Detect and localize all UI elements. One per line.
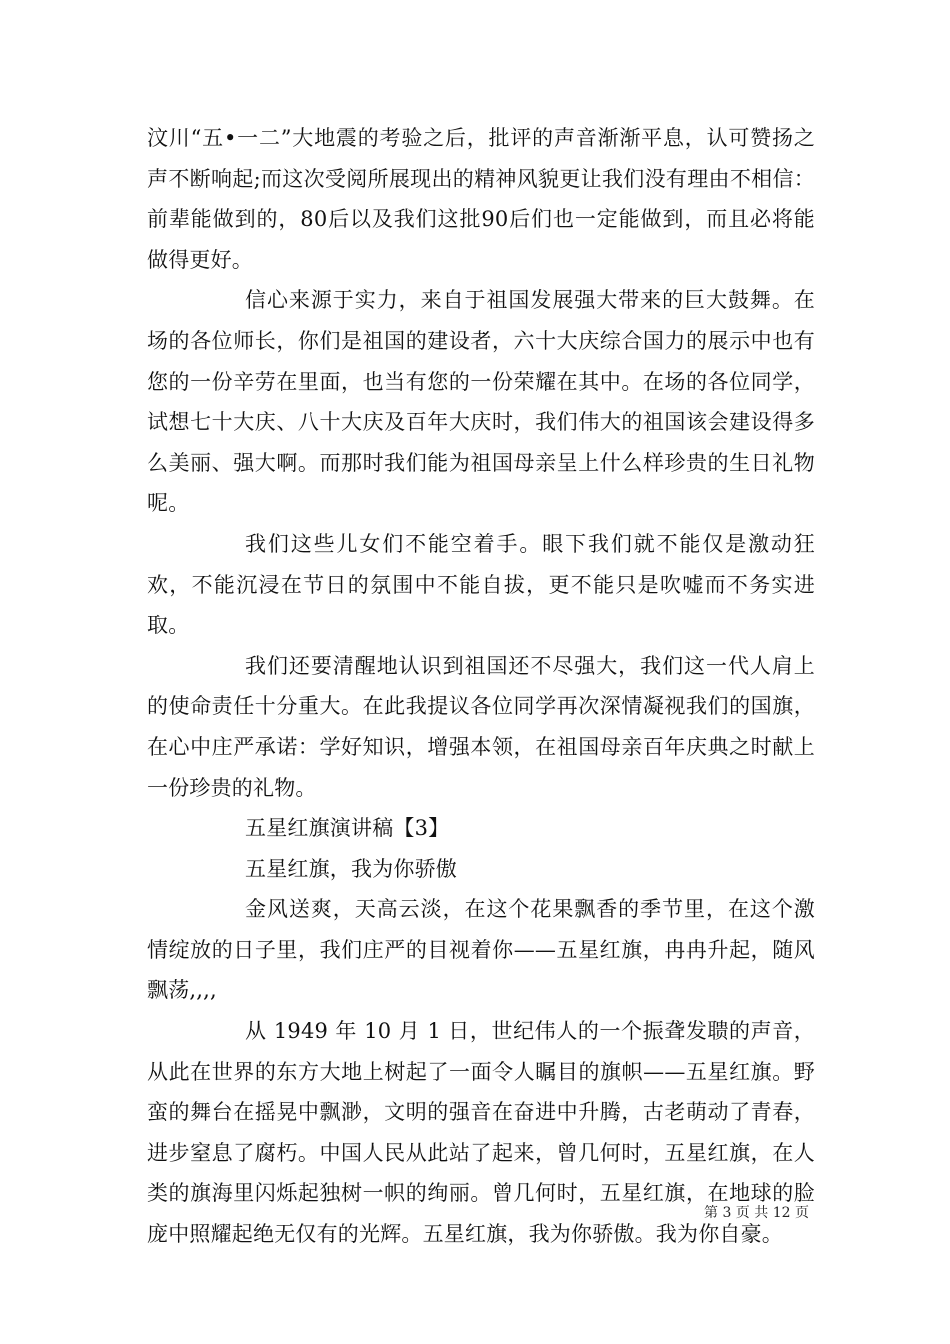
paragraph-confidence: 信心来源于实力，来自于祖国发展强大带来的巨大鼓舞。在场的各位师长，你们是祖国的建设者，六十大庆综合国力的展示中也有您的一份辛劳在里面，也当有您的一份荣耀在其中。在场的各位同学，试想七十大庆、八十大庆及百年大庆时，我们伟大的祖国该会建设得多么美丽、强大啊。而那时我们能为祖国母亲呈上什么样珍贵的生日礼物呢。	[147, 288, 815, 516]
paragraph-responsibility: 我们还要清醒地认识到祖国还不尽强大，我们这一代人肩上的使命责任十分重大。在此我提议各位同学再次深情凝视我们的国旗，在心中庄严承诺：学好知识，增强本领，在祖国母亲百年庆典之时献上一份珍贵的礼物。	[147, 653, 815, 800]
paragraph-history: 从 1949 年 10 月 1 日，世纪伟人的一个振聋发聩的声音，从此在世界的东方大地上树起了一面令人瞩目的旗帜——五星红旗。野蛮的舞台在摇晃中飘渺，文明的强音在奋进中升腾，古老萌动了青春，进步窒息了腐朽。中国人民从此站了起来，曾几何时，五星红旗，在人类的旗海里闪烁起独树一帜的绚丽。曾几何时，五星红旗，在地球的脸庞中照耀起绝无仅有的光辉。五星红旗，我为你骄傲。我为你自豪。	[147, 1019, 815, 1247]
speech-title: 五星红旗，我为你骄傲	[245, 856, 457, 881]
section-heading: 五星红旗演讲稿【3】	[245, 816, 450, 841]
paragraph-continuation: 汶川“五•一二”大地震的考验之后，批评的声音渐渐平息，认可赞扬之声不断响起;而这次受阅所展现出的精神风貌更让我们没有理由不相信：前辈能做到的，80后以及我们这批90后们也一定能做到，而且必将能做得更好。	[147, 126, 815, 272]
page-number: 第 3 页 共 12 页	[704, 1205, 809, 1221]
paragraph-autumn: 金风送爽，天高云淡，在这个花果飘香的季节里，在这个激情绽放的日子里，我们庄严的目视着你——五星红旗，冉冉升起，随风飘荡,,,,	[147, 897, 815, 1003]
document-body	[147, 118, 815, 1255]
paragraph-children: 我们这些儿女们不能空着手。眼下我们就不能仅是激动狂欢，不能沉浸在节日的氛围中不能自拔，更不能只是吹嘘而不务实进取。	[147, 531, 815, 638]
